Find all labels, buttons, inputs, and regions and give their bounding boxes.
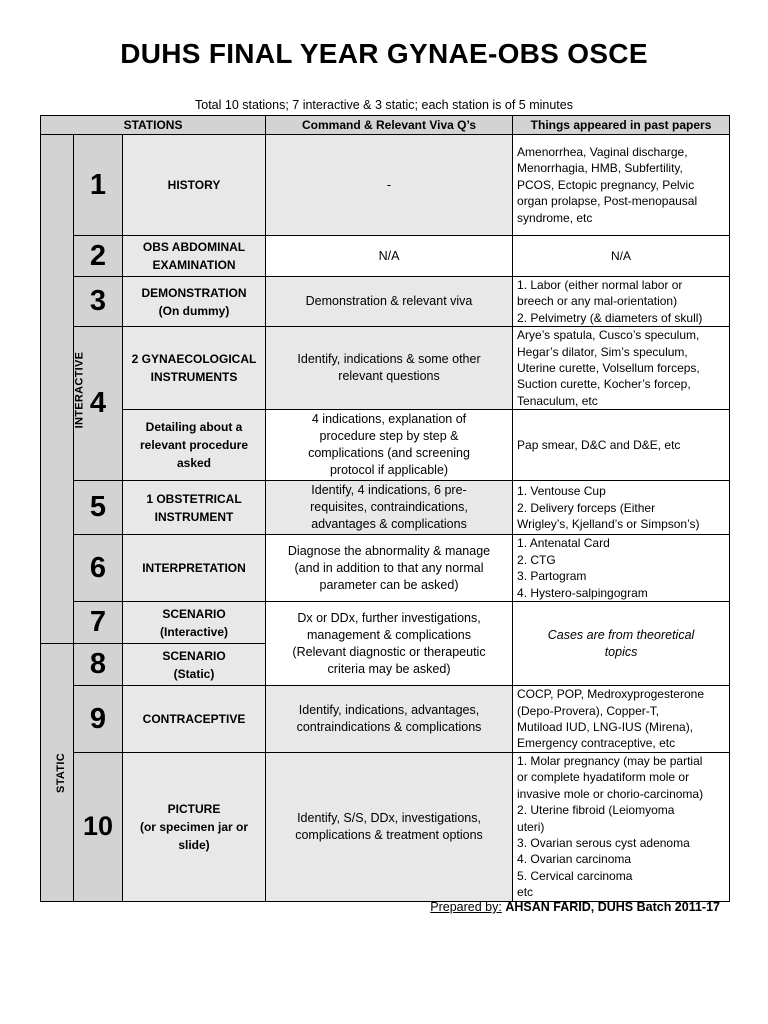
past-papers-cell <box>513 535 730 602</box>
command-cell <box>266 481 513 535</box>
past-line: or complete hyadatiform mole or <box>517 770 690 785</box>
station-name-line: EXAMINATION <box>152 258 236 272</box>
past-line: invasive mole or chorio-carcinoma) <box>517 786 704 801</box>
past-line: uteri) <box>517 819 545 834</box>
station-name-line: SCENARIO <box>162 606 226 621</box>
past-line: 2. Pelvimetry (& diameters of skull) <box>517 310 703 325</box>
past-line: 1. Labor (either normal labor or <box>517 278 683 292</box>
command-line: Identify, indications & some other <box>297 352 481 367</box>
group-interactive <box>41 135 86 644</box>
group-static <box>41 644 74 901</box>
table-row <box>41 602 730 644</box>
table-row <box>41 535 730 602</box>
station-name-line: slide) <box>178 837 210 852</box>
past-line: Emergency contraceptive, etc <box>517 736 676 751</box>
station-name-line: relevant procedure <box>139 438 249 453</box>
command-line: criteria may be asked) <box>327 661 451 676</box>
past-papers-cell <box>513 277 730 327</box>
table-row <box>41 410 730 481</box>
command-line: Dx or DDx, further investigations, <box>297 610 481 625</box>
command-line: complications & treatment options <box>295 827 483 842</box>
past-line: 5. Cervical carcinoma <box>517 868 633 883</box>
table-row <box>41 327 730 410</box>
past-line: 4. Hystero-salpingogram <box>517 585 648 600</box>
station-name-line: INSTRUMENT <box>154 509 234 524</box>
command-cell <box>266 752 513 901</box>
station-name <box>123 410 266 481</box>
station-name-line: Detailing about a <box>145 420 243 435</box>
station-number: 6 <box>74 535 123 602</box>
command-cell <box>266 236 513 277</box>
command-line: - <box>386 177 392 192</box>
past-line: syndrome, etc <box>517 210 593 225</box>
header-past-papers: Things appeared in past papers <box>513 116 730 135</box>
station-number: 3 <box>74 277 123 327</box>
header-stations: STATIONS <box>41 116 266 135</box>
past-papers-cell <box>513 752 730 901</box>
station-name-line: (Interactive) <box>159 624 229 639</box>
station-number: 5 <box>74 481 123 535</box>
past-line: 1. Molar pregnancy (may be partial <box>517 753 703 768</box>
station-number: 8 <box>74 644 123 686</box>
command-line: procedure step by step & <box>319 429 459 444</box>
past-line: N/A <box>611 248 632 263</box>
past-line: COCP, POP, Medroxyprogesterone <box>517 687 704 702</box>
station-name-line: DEMONSTRATION <box>141 285 247 300</box>
station-name-line: INSTRUMENTS <box>150 370 238 385</box>
station-number: 1 <box>74 135 123 236</box>
command-line: advantages & complications <box>311 517 467 532</box>
command-line: 4 indications, explanation of <box>311 412 467 427</box>
command-cell <box>266 535 513 602</box>
header-command: Command & Relevant Viva Q’s <box>266 116 513 135</box>
past-line: 2. CTG <box>517 552 556 567</box>
command-line: contraindications & complications <box>296 720 482 735</box>
footer-author: AHSAN FARID, DUHS Batch 2011-17 <box>505 900 720 914</box>
station-name-line: OBS ABDOMINAL <box>142 240 246 254</box>
station-number: 10 <box>74 752 123 901</box>
station-name <box>123 535 266 602</box>
command-cell <box>266 135 513 236</box>
command-line: Identify, S/S, DDx, investigations, <box>297 810 481 825</box>
past-line: 2. Uterine fibroid (Leiomyoma <box>517 803 675 818</box>
station-number: 9 <box>74 686 123 753</box>
past-line: etc <box>517 885 534 900</box>
command-cell <box>266 277 513 327</box>
table-row <box>41 277 730 327</box>
past-papers-cell <box>513 236 730 277</box>
past-line: Amenorrhea, Vaginal discharge, <box>517 144 688 159</box>
station-name-line: 2 GYNAECOLOGICAL <box>131 352 257 367</box>
past-papers-cell <box>513 135 730 236</box>
command-line: Identify, 4 indications, 6 pre- <box>311 483 467 498</box>
station-name <box>123 135 266 236</box>
footer-label: Prepared by: <box>430 900 502 914</box>
command-line: (Relevant diagnostic or therapeutic <box>292 644 486 659</box>
past-line: Uterine curette, Volsellum forceps, <box>517 361 700 376</box>
past-line: 2. Delivery forceps (Either <box>517 500 656 515</box>
station-name-line: (Static) <box>173 666 215 681</box>
document-title: DUHS FINAL YEAR GYNAE-OBS OSCE <box>120 38 648 69</box>
station-name <box>123 686 266 753</box>
past-line: Suction curette, Kocher’s forcep, <box>517 377 691 392</box>
station-name-line: 1 OBSTETRICAL <box>146 491 242 506</box>
command-line: parameter can be asked) <box>319 577 459 592</box>
station-name <box>123 481 266 535</box>
command-line: (and in addition to that any normal <box>294 560 484 575</box>
past-line: Arye’s spatula, Cusco’s speculum, <box>517 328 700 343</box>
command-line: Identify, indications, advantages, <box>298 703 480 718</box>
past-line: Menorrhagia, HMB, Subfertility, <box>517 161 683 176</box>
past-line: topics <box>604 644 638 659</box>
past-papers-cell <box>513 602 730 686</box>
past-line: organ prolapse, Post-menopausal <box>517 194 698 209</box>
past-papers-cell <box>513 686 730 753</box>
table-header-row <box>41 116 730 135</box>
station-name-line: INTERPRETATION <box>142 561 246 576</box>
station-name <box>123 277 266 327</box>
command-line: N/A <box>378 248 400 263</box>
command-line: protocol if applicable) <box>329 463 449 478</box>
past-papers-cell <box>513 410 730 481</box>
station-name-line: asked <box>176 456 212 471</box>
station-name <box>123 327 266 410</box>
table-row <box>41 236 730 277</box>
past-line: Mutiload IUD, LNG-IUS (Mirena), <box>517 720 694 735</box>
command-cell <box>266 686 513 753</box>
group-interactive-label: INTERACTIVE <box>73 351 86 429</box>
station-name-line: PICTURE <box>167 801 221 816</box>
station-number: 2 <box>74 236 123 277</box>
station-name <box>123 752 266 901</box>
past-line: 1. Ventouse Cup <box>517 484 606 499</box>
past-line: Pap smear, D&C and D&E, etc <box>517 438 681 453</box>
command-line: relevant questions <box>338 369 440 384</box>
table-row <box>41 135 730 236</box>
command-line: Demonstration & relevant viva <box>305 294 473 309</box>
station-name-line: (On dummy) <box>158 303 230 318</box>
past-line: Hegar’s dilator, Sim’s speculum, <box>517 344 688 359</box>
station-number: 4 <box>74 327 123 481</box>
group-static-label: STATIC <box>54 753 67 794</box>
station-name-line: CONTRACEPTIVE <box>142 712 246 727</box>
command-cell <box>266 602 513 686</box>
command-cell <box>266 410 513 481</box>
station-name-line: HISTORY <box>167 178 221 192</box>
past-line: Cases are from theoretical <box>547 627 695 642</box>
command-line: management & complications <box>307 627 471 642</box>
command-line: Diagnose the abnormality & manage <box>287 543 491 558</box>
past-line: breech or any mal-orientation) <box>517 294 678 309</box>
past-line: 3. Ovarian serous cyst adenoma <box>517 835 690 850</box>
past-line: 1. Antenatal Card <box>517 536 610 551</box>
station-number: 7 <box>74 602 123 644</box>
past-papers-cell <box>513 481 730 535</box>
station-name-line: (or specimen jar or <box>139 819 249 834</box>
station-name <box>123 602 266 644</box>
command-line: requisites, contraindications, <box>310 500 468 515</box>
station-name <box>123 644 266 686</box>
past-line: 3. Partogram <box>517 569 587 584</box>
osce-stations-table <box>40 115 730 902</box>
past-line: Wrigley’s, Kjelland’s or Simpson’s) <box>517 516 700 531</box>
table-row <box>41 686 730 753</box>
station-name-line: SCENARIO <box>162 648 226 663</box>
table-row <box>41 481 730 535</box>
command-line: complications (and screening <box>308 446 470 461</box>
table-row <box>41 752 730 901</box>
station-name <box>123 236 266 277</box>
document-subtitle: Total 10 stations; 7 interactive & 3 static; each station is of 5 minutes <box>195 98 573 112</box>
past-papers-cell <box>513 327 730 410</box>
past-line: (Depo-Provera), Copper-T, <box>517 703 660 718</box>
footer-credit <box>430 900 720 914</box>
past-line: PCOS, Ectopic pregnancy, Pelvic <box>517 177 695 192</box>
command-cell <box>266 327 513 410</box>
past-line: 4. Ovarian carcinoma <box>517 852 632 867</box>
past-line: Tenaculum, etc <box>517 393 598 408</box>
